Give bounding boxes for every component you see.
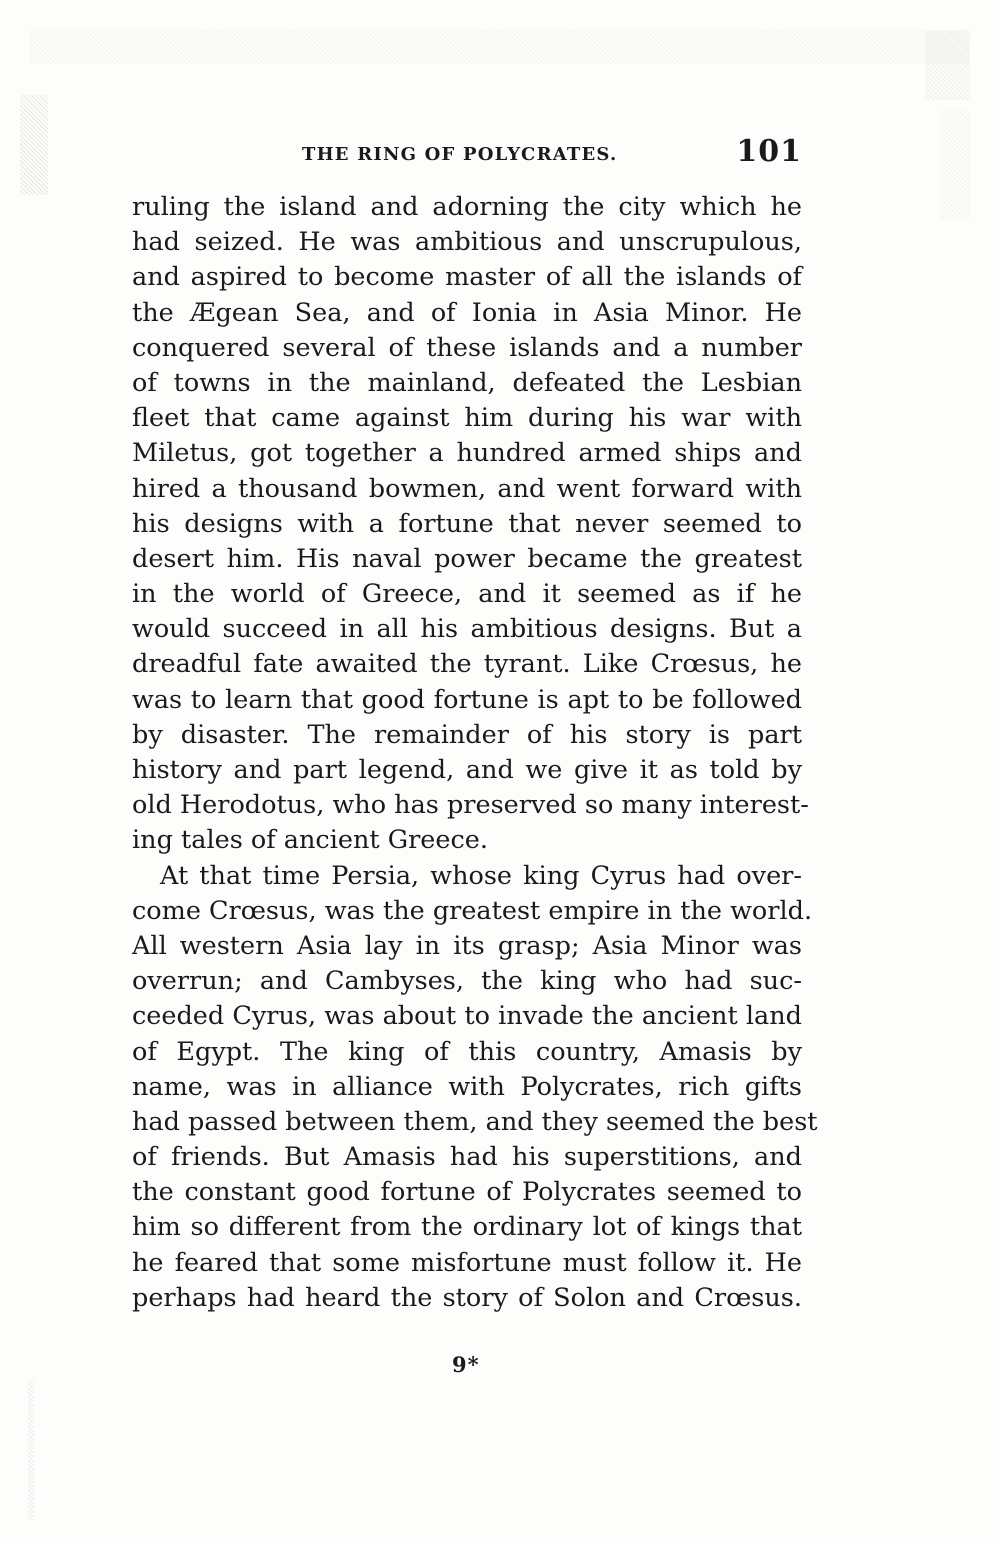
text-line: ruling the island and adorning the city which he (132, 192, 802, 222)
scan-noise (28, 1380, 34, 1520)
text-line: history and part legend, and we give it as told by (132, 755, 802, 785)
running-head (132, 132, 802, 172)
scan-noise (940, 110, 970, 220)
text-line: his designs with a fortune that never seemed to (132, 508, 802, 539)
text-line: him so different from the ordinary lot of kings that (132, 1212, 802, 1243)
text-line: old Herodotus, who has preserved so many interest- (132, 790, 809, 821)
text-line: come Crœsus, was the greatest empire in the world. (132, 895, 813, 926)
text-line: of Egypt. The king of this country, Amasis by (132, 1036, 802, 1067)
text-line: ceeded Cyrus, was about to invade the ancient land (132, 1001, 802, 1032)
text-line: perhaps had heard the story of Solon and Crœsus. (132, 1282, 802, 1313)
scan-noise (925, 30, 970, 100)
text-line: had passed between them, and they seemed the best (132, 1106, 818, 1137)
scan-noise (30, 30, 970, 64)
text-line: hired a thousand bowmen, and went forward with (132, 473, 802, 504)
body-text (132, 190, 818, 1316)
text-line: All western Asia lay in its grasp; Asia Minor was (132, 930, 802, 961)
text-line: At that time Persia, whose king Cyrus had over- (160, 860, 802, 891)
text-line: of friends. But Amasis had his superstitions, and (132, 1142, 802, 1173)
paragraph-2 (132, 859, 818, 1316)
text-line: the constant good fortune of Polycrates seemed to (132, 1177, 802, 1208)
signature-mark: 9* (452, 1352, 480, 1377)
text-line: he feared that some misfortune must follow it. He (132, 1247, 802, 1278)
scan-noise (20, 95, 48, 195)
running-title: THE RING OF POLYCRATES. (302, 144, 618, 165)
text-line: was to learn that good fortune is apt to be followed (132, 684, 802, 715)
page-number: 101 (736, 134, 802, 169)
text-line: would succeed in all his ambitious designs. But a (132, 614, 802, 645)
text-line: ing tales of ancient Greece. (132, 825, 488, 856)
paragraph-1 (132, 190, 809, 859)
text-line: overrun; and Cambyses, the king who had suc- (132, 966, 802, 997)
text-line: name, was in alliance with Polycrates, rich gifts (132, 1071, 802, 1102)
text-line: of towns in the mainland, defeated the Lesbian (132, 367, 802, 398)
text-line: dreadful fate awaited the tyrant. Like Crœsus, he (132, 649, 802, 680)
text-line: conquered several of these islands and a number (132, 332, 802, 363)
text-line: fleet that came against him during his war with (132, 403, 802, 434)
text-line: had seized. He was ambitious and unscrupulous, (132, 227, 802, 258)
text-line: desert him. His naval power became the greatest (132, 543, 802, 574)
text-line: Miletus, got together a hundred armed ships and (132, 438, 802, 469)
text-line: in the world of Greece, and it seemed as if he (132, 579, 802, 610)
text-line: by disaster. The remainder of his story is part (132, 719, 802, 750)
text-line: and aspired to become master of all the islands of (132, 262, 802, 293)
text-line: the Ægean Sea, and of Ionia in Asia Minor. He (132, 297, 802, 328)
